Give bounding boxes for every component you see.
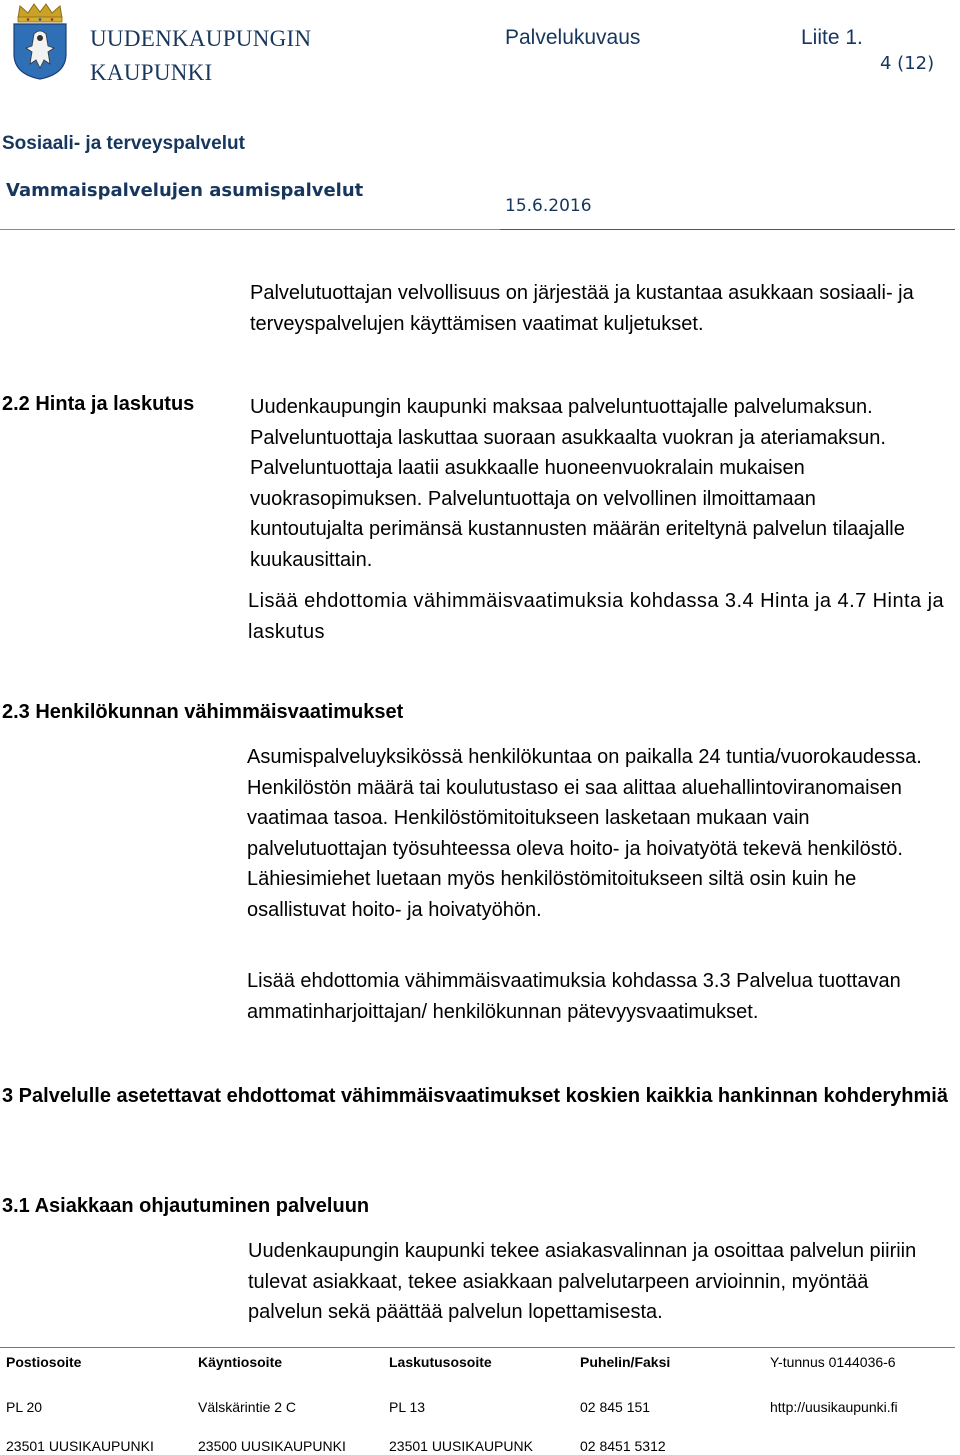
- section-2-2-text: Uudenkaupungin kaupunki maksaa palveluntuottajalle palvelumaksun. Palveluntuottaja laskuttaa suoraan asukkaalta vuokran ja ateriamaksun. Palveluntuottaja laatii asukkaalle huoneenvuokralain mukaisen vuokrasopimuksen. Palveluntuottaja on velvollinen ilmoittamaan kuntoutujalta perimänsä kustannusten määrän eriteltynä palvelun tilaajalle kuukausittain.: [250, 396, 905, 571]
- footer-fax: 02 8451 5312: [580, 1438, 666, 1454]
- subdepartment-name: Vammaispalvelujen asumispalvelut: [6, 180, 364, 201]
- footer-business-id: Y-tunnus 0144036-6: [770, 1354, 896, 1370]
- footer-divider: [0, 1347, 955, 1348]
- attachment-label: Liite 1.: [801, 26, 863, 49]
- document-type: Palvelukuvaus: [505, 26, 641, 49]
- paragraph-transport: Palvelutuottajan velvollisuus on järjestää ja kustantaa asukkaan sosiaali- ja terveyspalvelujen käyttämisen vaatimat kuljetukset.: [250, 282, 914, 335]
- section-2-2-note: Lisää ehdottomia vähimmäisvaatimuksia kohdassa 3.4 Hinta ja 4.7 Hinta ja laskutus: [248, 590, 945, 643]
- organization-name-line2: KAUPUNKI: [90, 60, 213, 85]
- document-date: 15.6.2016: [505, 196, 592, 216]
- department-name: Sosiaali- ja terveyspalvelut: [2, 133, 245, 154]
- footer-billing-city: 23501 UUSIKAUPUNK: [389, 1438, 533, 1454]
- section-heading-2-2: 2.2 Hinta ja laskutus: [2, 393, 195, 415]
- footer-header-visiting: Käyntiosoite: [198, 1354, 283, 1370]
- footer-visiting-street: Välskärintie 2 C: [198, 1399, 297, 1415]
- section-heading-2-3: 2.3 Henkilökunnan vähimmäisvaatimukset: [2, 701, 404, 723]
- organization-name-line1: UUDENKAUPUNGIN: [90, 26, 312, 51]
- section-2-3-text: Asumispalveluyksikössä henkilökuntaa on paikalla 24 tuntia/vuorokaudessa. Henkilöstön määrä tai koulutustaso ei saa alittaa aluehallintoviranomaisen vaatimaa tasoa. Henkilöstömitoitukseen lasketaan mukaan vain palvelutuottajan työsuhteessa oleva hoito- ja hoivatyötä tekevä henkilöstö. Lähiesimiehet luetaan myös henkilöstömitoitukseen siltä osin kuin he osallistuvat hoito- ja hoivatyöhön.: [247, 746, 922, 921]
- footer-header-postal: Postiosoite: [6, 1354, 82, 1370]
- footer-header-phone: Puhelin/Faksi: [580, 1354, 671, 1370]
- section-2-3-note: Lisää ehdottomia vähimmäisvaatimuksia kohdassa 3.3 Palvelua tuottavan ammatinharjoittajan/ henkilökunnan pätevyysvaatimukset.: [247, 970, 901, 1023]
- footer-postal-city: 23501 UUSIKAUPUNKI: [6, 1438, 154, 1454]
- section-heading-3-1: 3.1 Asiakkaan ohjautuminen palveluun: [2, 1195, 370, 1217]
- footer-billing-box: PL 13: [389, 1399, 426, 1415]
- coat-of-arms-icon: [10, 2, 70, 80]
- section-3-1-text: Uudenkaupungin kaupunki tekee asiakasvalinnan ja osoittaa palvelun piiriin tulevat asiakkaat, tekee asiakkaan palvelutarpeen arvioinnin, myöntää palvelun sekä päättää palvelun lopettamisesta.: [248, 1240, 917, 1323]
- page-number: 4 (12): [880, 53, 935, 74]
- header-divider-dark: [500, 229, 955, 230]
- footer-website-link[interactable]: http://uusikaupunki.fi: [770, 1399, 898, 1415]
- footer-postal-box: PL 20: [6, 1399, 43, 1415]
- footer-header-billing: Laskutusosoite: [389, 1354, 492, 1370]
- section-heading-3: 3 Palvelulle asetettavat ehdottomat vähimmäisvaatimukset koskien kaikkia hankinnan kohderyhmiä: [2, 1085, 948, 1107]
- footer-phone: 02 845 151: [580, 1399, 651, 1415]
- footer-visiting-city: 23500 UUSIKAUPUNKI: [198, 1438, 346, 1454]
